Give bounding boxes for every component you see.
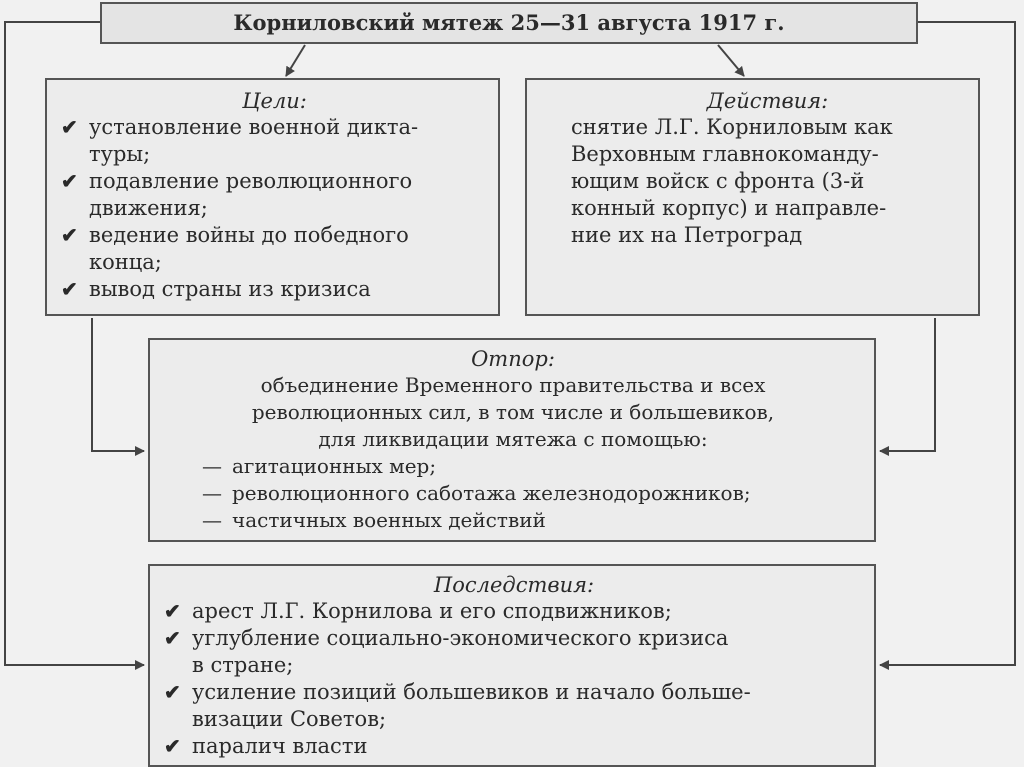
check-icon: ✔ [164, 626, 181, 650]
goals-item-text: установление военной дикта- туры; [89, 115, 419, 166]
consequences-list [164, 598, 864, 760]
check-icon: ✔ [164, 680, 181, 704]
arrow-actions-to-resistance [880, 318, 935, 451]
resistance-line: объединение Временного правительства и всех [260, 373, 766, 397]
consequences-item-text: углубление социально-экономического кризиса в стране; [192, 626, 729, 677]
resistance-item [202, 507, 864, 534]
consequences-item [164, 733, 864, 760]
consequences-item-text: паралич власти [192, 734, 368, 758]
dash-mark: — [202, 508, 222, 532]
consequences-item [164, 679, 864, 733]
goals-item-text: вывод страны из кризиса [89, 277, 371, 301]
check-icon: ✔ [164, 599, 181, 623]
goals-box [45, 78, 500, 316]
arrow-goals-to-resistance [92, 318, 144, 451]
dash-mark: — [202, 454, 222, 478]
goals-item-text: ведение войны до победного конца; [89, 223, 409, 274]
consequences-item-text: усиление позиций большевиков и начало больше- визации Советов; [192, 680, 751, 731]
resistance-item-text: революционного саботажа железнодорожников; [232, 481, 751, 505]
consequences-item [164, 625, 864, 679]
actions-line: снятие Л.Г. Корниловым как [571, 115, 893, 139]
actions-line: конный корпус) и направле- [571, 196, 887, 220]
goals-item [61, 114, 488, 168]
dash-mark: — [202, 481, 222, 505]
actions-line: ние их на Петроград [571, 223, 803, 247]
consequences-box [148, 564, 876, 767]
resistance-list [162, 453, 864, 534]
consequences-item [164, 598, 864, 625]
resistance-item-text: агитационных мер; [232, 454, 437, 478]
diagram-title: Корниловский мятеж 25—31 августа 1917 г. [233, 10, 785, 35]
goals-heading: Цели: [242, 89, 307, 113]
resistance-heading: Отпор: [471, 347, 555, 371]
arrow-title-to-actions [718, 45, 744, 76]
resistance-line: революционных сил, в том числе и большевиков, [251, 400, 775, 424]
goals-item [61, 168, 488, 222]
arrow-title-to-goals [286, 45, 305, 76]
check-icon: ✔ [164, 734, 181, 758]
actions-text [571, 114, 964, 249]
diagram-title-box [100, 2, 918, 44]
actions-line: ющим войск с фронта (3-й [571, 169, 865, 193]
goals-item [61, 276, 488, 303]
resistance-item [202, 453, 864, 480]
goals-list [61, 114, 488, 303]
goals-item-text: подавление революционного движения; [89, 169, 413, 220]
check-icon: ✔ [61, 169, 78, 193]
actions-box [525, 78, 980, 316]
resistance-line: для ликвидации мятежа с помощью: [318, 427, 708, 451]
consequences-heading: Последствия: [433, 573, 595, 597]
resistance-item-text: частичных военных действий [232, 508, 546, 532]
consequences-item-text: арест Л.Г. Корнилова и его сподвижников; [192, 599, 672, 623]
check-icon: ✔ [61, 223, 78, 247]
check-icon: ✔ [61, 115, 78, 139]
actions-line: Верховным главнокоманду- [571, 142, 879, 166]
actions-heading: Действия: [706, 89, 829, 113]
goals-item [61, 222, 488, 276]
check-icon: ✔ [61, 277, 78, 301]
resistance-item [202, 480, 864, 507]
resistance-box [148, 338, 876, 542]
